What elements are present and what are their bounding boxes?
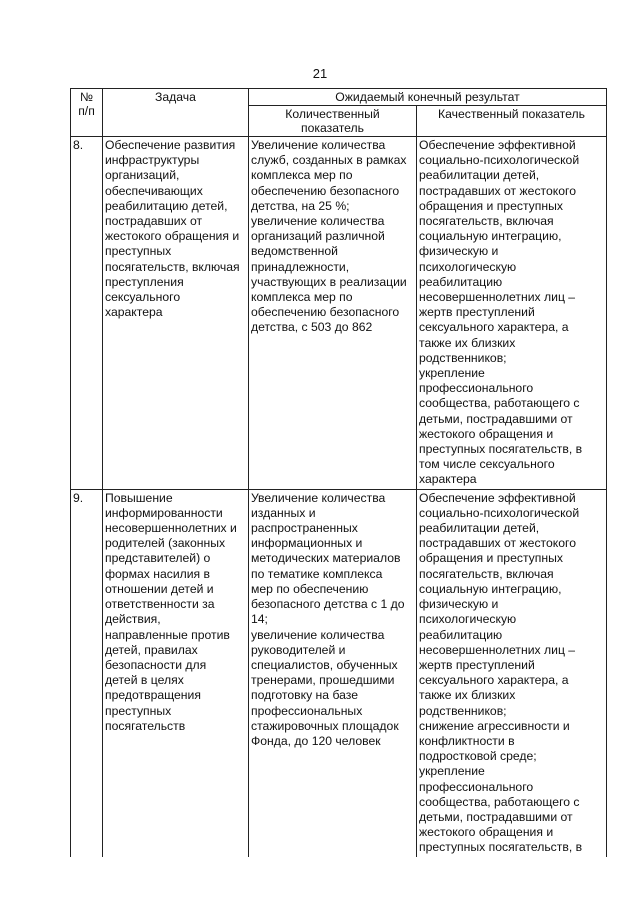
- header-quantitative: Количественный показатель: [249, 106, 417, 137]
- page-number: 21: [312, 66, 328, 81]
- table-row: [71, 489, 607, 856]
- row-qualitative: Обеспечение эффективной социально-психологической реабилитации детей, пострадавших от жестокого обращения и преступных посягательств, включая социальную интеграцию, физическую и психологическую реабилитацию несовершеннолетних лиц – жертв преступлений сексуального характера, а также их близких родственников; снижение агрессивности и конфликтности в подростковой среде; укрепление профессионального сообщества, работающего с детьми, пострадавшими от жестокого обращения и преступных посягательств, в: [417, 489, 607, 856]
- row-task: Повышение информированности несовершеннолетних и родителей (законных представителей) о формах насилия в отношении детей и ответственности за действия, направленные против детей, правилах безопасности для детей в целях предотвращения преступных посягательств: [103, 489, 249, 856]
- row-task: Обеспечение развития инфраструктуры организаций, обеспечивающих реабилитацию детей, пострадавших от жестокого обращения и преступных посягательств, включая преступления сексуального характера: [103, 137, 249, 490]
- row-quantitative: Увеличение количества изданных и распространенных информационных и методических материалов по тематике комплекса мер по обеспечению безопасного детства с 1 до 14; увеличение количества руководителей и специалистов, обученных тренерами, прошедшими подготовку на базе профессиональных стажировочных площадок Фонда, до 120 человек: [249, 489, 417, 856]
- header-task: Задача: [103, 89, 249, 137]
- table-header-row: [71, 89, 607, 106]
- row-qualitative: Обеспечение эффективной социально-психологической реабилитации детей, пострадавших от жестокого обращения и преступных посягательств, включая социальную интеграцию, физическую и психологическую реабилитацию несовершеннолетних лиц – жертв преступлений сексуального характера, а также их близких родственников; укрепление профессионального сообщества, работающего с детьми, пострадавшими от жестокого обращения и преступных посягательств, в том числе сексуального характера: [417, 137, 607, 490]
- row-number: 8.: [71, 137, 103, 490]
- table-row: [71, 137, 607, 490]
- row-number: 9.: [71, 489, 103, 856]
- header-expected-result: Ожидаемый конечный результат: [249, 89, 607, 106]
- header-qualitative: Качественный показатель: [417, 106, 607, 137]
- header-number: № п/п: [71, 89, 103, 137]
- row-quantitative: Увеличение количества служб, созданных в рамках комплекса мер по обеспечению безопасного детства, на 25 %; увеличение количества организаций различной ведомственной принадлежности, участвующих в реализации комплекса мер по обеспечению безопасного детства, с 503 до 862: [249, 137, 417, 490]
- measures-table: [70, 88, 607, 857]
